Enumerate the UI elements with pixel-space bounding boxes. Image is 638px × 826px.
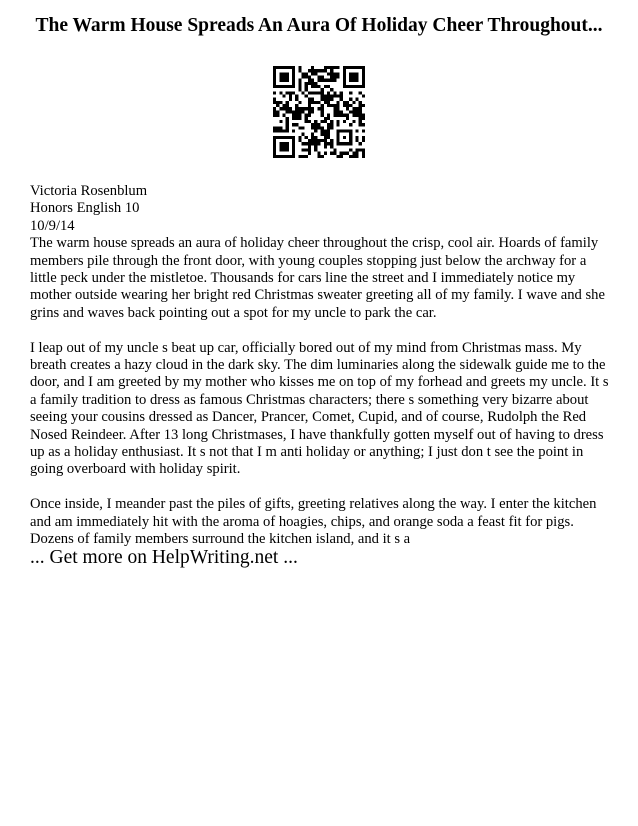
qr-code-icon bbox=[273, 66, 365, 158]
course-name: Honors English 10 bbox=[30, 200, 140, 217]
document-title: The Warm House Spreads An Aura Of Holiday Cheer Throughout... bbox=[35, 15, 603, 36]
essay-body bbox=[30, 183, 610, 566]
get-more-link[interactable]: ... Get more on HelpWriting.net ... bbox=[30, 547, 298, 568]
essay-paragraph-3: Once inside, I meander past the piles of gifts, greeting relatives along the way. I enter the kitchen and am immediately hit with the aroma of hoagies, chips, and orange soda a feast fit for pigs. Dozens of family members surround the kitchen island, and it s a bbox=[30, 496, 597, 548]
author-name: Victoria Rosenblum bbox=[30, 183, 148, 199]
essay-date: 10/9/14 bbox=[30, 217, 75, 234]
essay-paragraph-2: I leap out of my uncle s beat up car, officially bored out of my mind from Christmas mass. My breath creates a hazy cloud in the dark sky. The dim luminaries along the sidewalk guide me to the door, and I am greeted by my mother who kisses me on top of my forhead and greets my uncle. It s a family tradition to dress as famous Christmas characters; there s something very bizarre about seeing your cousins dressed as Dancer, Prancer, Comet, Cupid, and of course, Rudolph the Red Nosed Reindeer. After 13 long Christmases, I have thankfully gotten myself out of having to dress up as a holiday enthusiast. It s not that I m anti holiday or anything; I just don t see the point in going overboard with holiday spirit. bbox=[30, 339, 609, 478]
essay-paragraph-1: The warm house spreads an aura of holiday cheer throughout the crisp, cool air. Hoards of family members pile through the front door, with young couples stopping just below the archway for a little peck under the mistletoe. Thousands for cars line the street and I immediately notice my mother outside wearing her bright red Christmas sweater greeting all of my family. I wave and she grins and waves back pointing out a spot for my uncle to park the car. bbox=[30, 235, 605, 321]
